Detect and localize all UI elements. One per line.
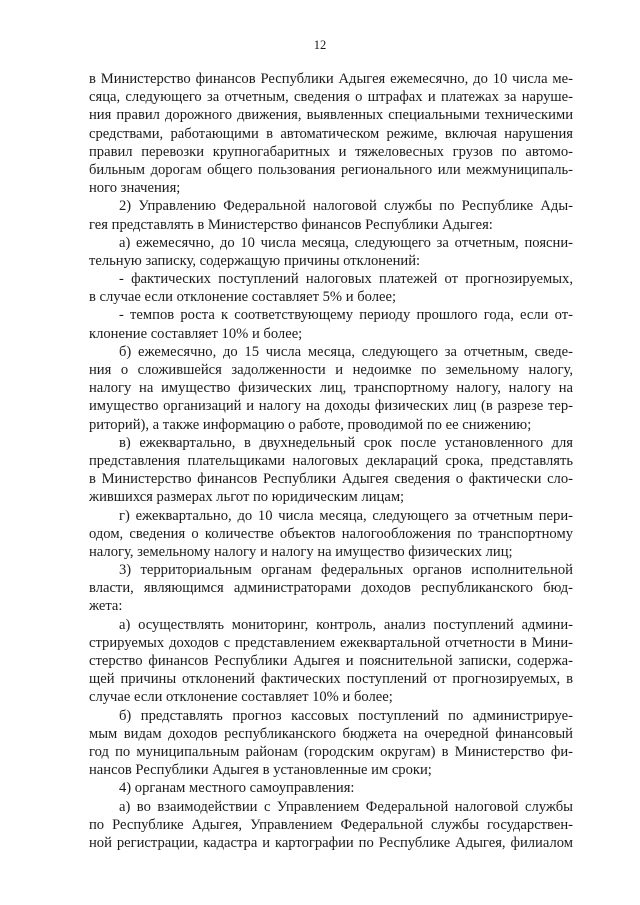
text-line: клонение составляет 10% и более; — [89, 325, 303, 342]
text-line: 2) Управлению Федеральной налоговой службы по Республике Ады- — [119, 198, 573, 215]
text-line: мым видам доходов республиканского бюджета на очередной финансовый — [89, 725, 573, 742]
text-line: щей причины отклонений фактических поступлений от прогнозируемых, в — [89, 671, 573, 688]
text-line: - фактических поступлений налоговых платежей от прогнозируемых, — [119, 271, 573, 288]
text-line: ного значения; — [89, 180, 181, 197]
text-line: б) ежемесячно, до 15 числа месяца, следующего за отчетным, сведе- — [119, 343, 573, 360]
text-line: стерство финансов Республики Адыгея и пояснительной записки, содержа- — [89, 653, 573, 669]
text-line: а) во взаимодействии с Управлением Федеральной налоговой службы — [119, 798, 573, 815]
paragraph — [89, 306, 573, 342]
paragraph — [89, 561, 573, 616]
text-line: нансов Республики Адыгея в установленные им сроки; — [89, 762, 432, 779]
page-number: 12 — [313, 38, 327, 52]
text-line: правил перевозки крупногабаритных и тяжеловесных грузов по автомо- — [89, 143, 573, 160]
text-line: сяца, следующего за отчетным, сведения о штрафах и платежах за наруше- — [89, 89, 573, 106]
text-line: бильным дорогам общего пользования регионального или межмуниципаль- — [89, 161, 573, 178]
text-line: - темпов роста к соответствующему периоду прошлого года, если от- — [119, 307, 573, 324]
text-line: гея представлять в Министерство финансов Республики Адыгея: — [89, 216, 493, 233]
paragraph — [89, 616, 573, 707]
text-line: 4) органам местного самоуправления: — [119, 780, 355, 797]
paragraph — [89, 779, 573, 797]
text-line: б) представлять прогноз кассовых поступлений по администрируе- — [119, 707, 573, 724]
text-line: по Республике Адыгея, Управлением Федеральной службы государствен- — [89, 816, 573, 833]
paragraph — [89, 234, 573, 270]
paragraph — [89, 197, 573, 233]
text-line: г) ежеквартально, до 10 числа месяца, следующего за отчетным пери- — [119, 507, 573, 524]
paragraph — [89, 507, 573, 562]
text-line: 3) территориальным органам федеральных органов исполнительной — [119, 562, 573, 579]
paragraph — [89, 343, 573, 434]
paragraph — [89, 270, 573, 306]
paragraph — [89, 434, 573, 507]
text-line: в) ежеквартально, в двухнедельный срок после установленного для — [119, 434, 573, 451]
text-line: власти, являющимся администраторами доходов республиканского бюд- — [89, 580, 573, 597]
text-line: ния правил дорожного движения, выявленных специальными техническими — [89, 107, 573, 124]
text-line: а) ежемесячно, до 10 числа месяца, следующего за отчетным, поясни- — [119, 234, 573, 251]
paragraph — [89, 798, 573, 853]
document-body — [89, 70, 573, 852]
text-line: налогу, земельному налогу и налогу на имущество физических лиц; — [89, 543, 513, 560]
text-line: год по муниципальным районам (городским округам) в Министерство фи- — [89, 743, 573, 760]
text-line: риторий), а также информацию о работе, проводимой по ее снижению; — [89, 416, 532, 433]
text-line: стрируемых доходов с представлением ежеквартальной отчетности в Мини- — [89, 634, 573, 651]
paragraph — [89, 707, 573, 780]
text-line: представления плательщиками налоговых деклараций срока, представлять — [89, 452, 573, 469]
text-line: жившихся размерах льгот по юридическим лицам; — [89, 489, 405, 506]
paragraph — [89, 70, 573, 197]
text-line: одом, сведения о количестве объектов налогообложения по транспортному — [89, 525, 573, 542]
text-line: а) осуществлять мониторинг, контроль, анализ поступлений админи- — [119, 616, 573, 633]
text-line: жета: — [89, 598, 123, 615]
text-line: случае если отклонение составляет 10% и более; — [89, 689, 393, 706]
text-line: налогу на имущество физических лиц, транспортному налогу, налогу на — [89, 380, 573, 397]
text-line: в Министерство финансов Республики Адыгея ежемесячно, до 10 числа ме- — [89, 71, 573, 87]
text-line: тельную записку, содержащую причины отклонений: — [89, 252, 421, 269]
text-line: средствами, работающими в автоматическом режиме, включая нарушения — [89, 125, 573, 142]
text-line: ной регистрации, кадастра и картографии по Республике Адыгея, филиалом — [89, 834, 573, 851]
text-line: ния о сложившейся задолженности и недоимке по земельному налогу, — [89, 362, 573, 378]
text-line: имущество организаций и налогу на доходы физических лиц (в разрезе тер- — [89, 398, 573, 415]
text-line: в Министерство финансов Республики Адыгея сведения о фактически сло- — [89, 471, 573, 488]
text-line: в случае если отклонение составляет 5% и более; — [89, 289, 397, 306]
